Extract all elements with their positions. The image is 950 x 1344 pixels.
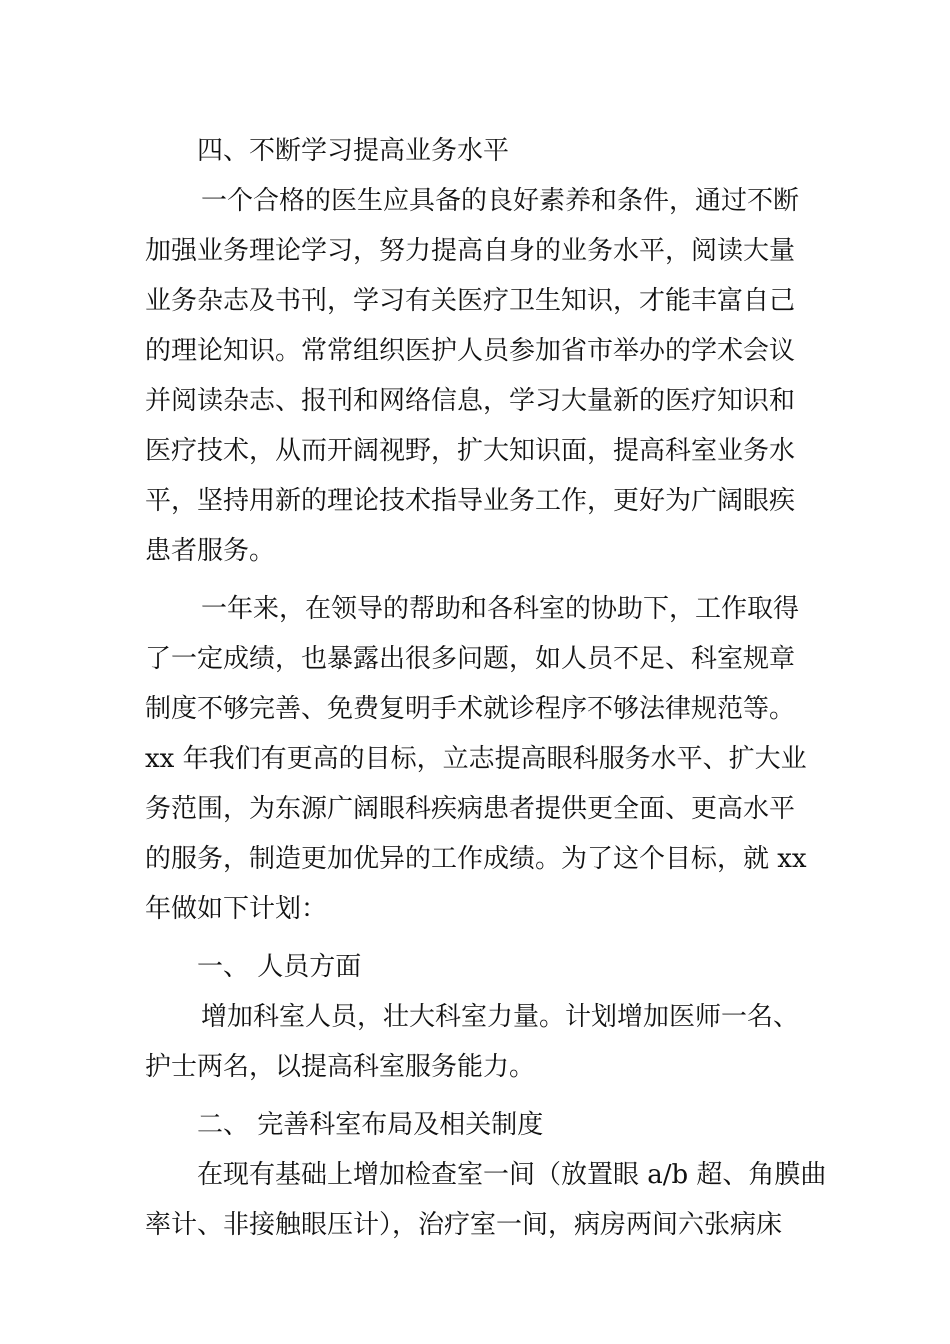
- paragraph-line: 的服务，制造更加优异的工作成绩。为了这个目标，就 xx: [145, 844, 807, 874]
- paragraph-line: 率计、非接触眼压计），治疗室一间，病房两间六张病床: [145, 1210, 783, 1240]
- paragraph-line: 务范围，为东源广阔眼科疾病患者提供更全面、更高水平: [145, 794, 796, 824]
- paragraph-line: 在现有基础上增加检查室一间（放置眼 a/b 超、角膜曲: [197, 1160, 827, 1190]
- paragraph-study: [145, 176, 825, 576]
- paragraph-line: 护士两名，以提高科室服务能力。: [145, 1052, 536, 1082]
- paragraph-line: 一个合格的医生应具备的良好素养和条件，通过不断: [201, 186, 800, 216]
- document-body: [145, 126, 825, 1250]
- paragraph-line: xx 年我们有更高的目标，立志提高眼科服务水平、扩大业: [145, 744, 807, 774]
- section-heading-4: 四、不断学习提高业务水平: [197, 136, 510, 166]
- paragraph-line: 并阅读杂志、报刊和网络信息，学习大量新的医疗知识和: [145, 386, 796, 416]
- paragraph-layout: [145, 1150, 825, 1250]
- paragraph-line: 的理论知识。常常组织医护人员参加省市举办的学术会议: [145, 336, 796, 366]
- paragraph-summary: [145, 584, 825, 934]
- paragraph-line: 一年来，在领导的帮助和各科室的协助下，工作取得: [201, 594, 800, 624]
- paragraph-line: 制度不够完善、免费复明手术就诊程序不够法律规范等。: [145, 694, 796, 724]
- paragraph-line: 患者服务。: [145, 536, 276, 566]
- paragraph-staffing: [145, 992, 825, 1092]
- paragraph-line: 了一定成绩，也暴露出很多问题，如人员不足、科室规章: [145, 644, 796, 674]
- paragraph-line: 平，坚持用新的理论技术指导业务工作，更好为广阔眼疾: [145, 486, 796, 516]
- paragraph-line: 业务杂志及书刊，学习有关医疗卫生知识，才能丰富自己: [145, 286, 796, 316]
- paragraph-line: 医疗技术，从而开阔视野，扩大知识面，提高科室业务水: [145, 436, 796, 466]
- paragraph-line: 增加科室人员，壮大科室力量。计划增加医师一名、: [201, 1002, 800, 1032]
- plan-heading-layout: 二、 完善科室布局及相关制度: [197, 1110, 544, 1140]
- plan-heading-staffing: 一、 人员方面: [197, 952, 362, 982]
- paragraph-line: 加强业务理论学习，努力提高自身的业务水平，阅读大量: [145, 236, 796, 266]
- paragraph-line: 年做如下计划：: [145, 894, 328, 924]
